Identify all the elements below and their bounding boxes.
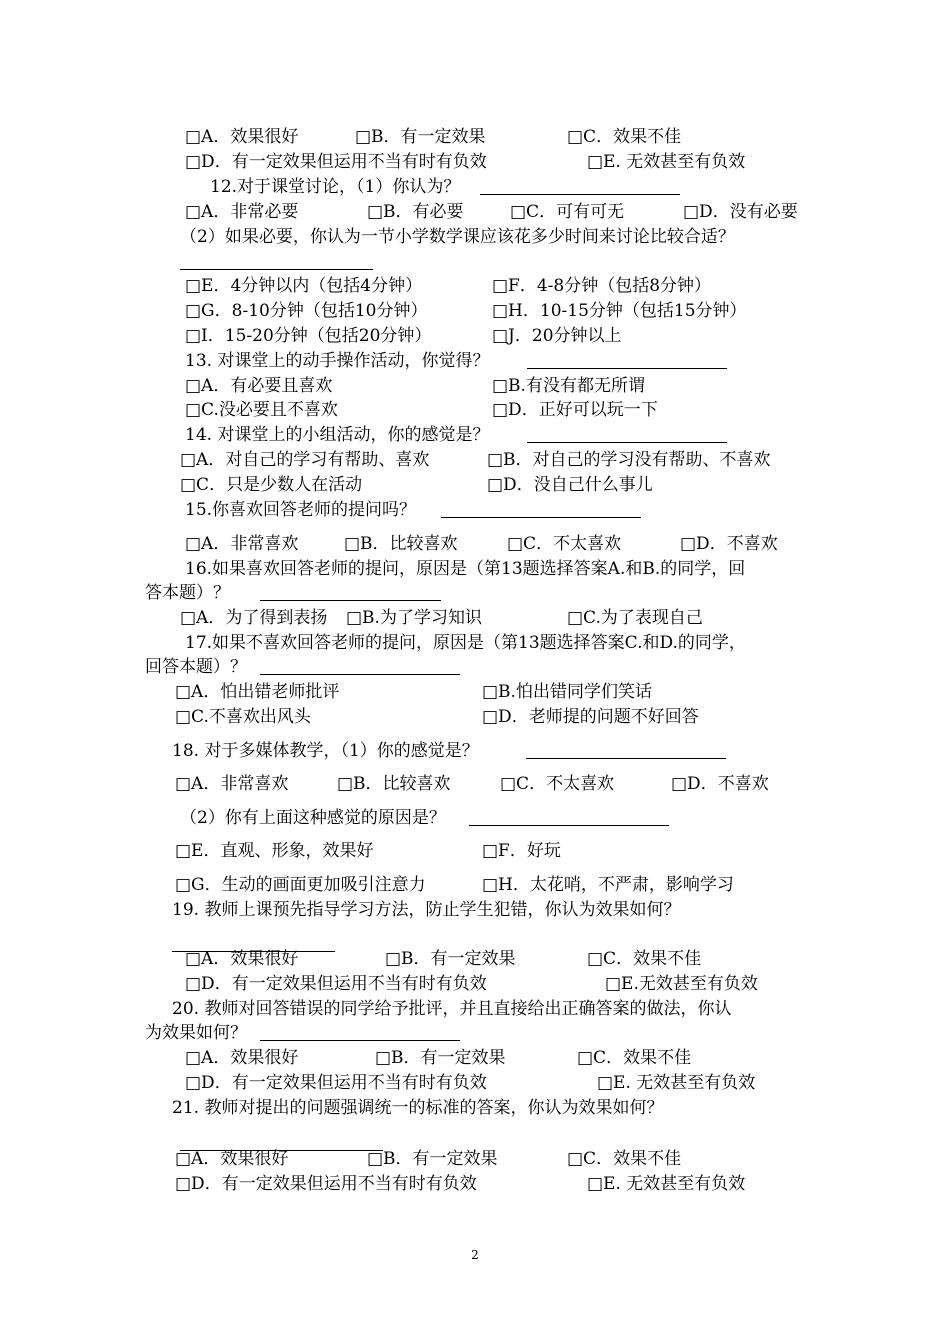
option-checkbox[interactable]: □A．怕出错老师批评 — [175, 682, 340, 702]
option-checkbox[interactable]: □C．效果不佳 — [567, 1149, 682, 1169]
question-text: 15.你喜欢回答老师的提问吗？ — [185, 500, 417, 520]
question-text: 13. 对课堂上的动手操作活动，你觉得？ — [185, 351, 490, 371]
option-checkbox[interactable]: □A．效果很好 — [185, 1048, 299, 1068]
page-number: 2 — [471, 1248, 479, 1262]
question-text: 12.对于课堂讨论，（1）你认为？ — [210, 177, 461, 197]
option-checkbox[interactable]: □B．对自己的学习没有帮助、不喜欢 — [487, 450, 771, 470]
option-checkbox[interactable]: □F．好玩 — [482, 841, 561, 861]
option-checkbox[interactable]: □C.没必要且不喜欢 — [185, 400, 338, 420]
answer-blank-line[interactable] — [180, 252, 373, 270]
answer-blank-line[interactable] — [526, 741, 726, 759]
option-checkbox[interactable]: □A．有必要且喜欢 — [185, 376, 333, 396]
option-checkbox[interactable]: □A．为了得到表扬 — [180, 608, 328, 628]
option-checkbox[interactable]: □E．4分钟以内（包括4分钟） — [185, 276, 423, 296]
option-checkbox[interactable]: □E.无效甚至有负效 — [605, 974, 758, 994]
question-text: 为效果如何？ — [145, 1023, 247, 1043]
option-checkbox[interactable]: □H．10-15分钟（包括15分钟） — [492, 301, 747, 321]
option-checkbox[interactable]: □D．正好可以玩一下 — [492, 400, 658, 420]
question-text: 21. 教师对提出的问题强调统一的标准的答案，你认为效果如何？ — [172, 1098, 664, 1118]
option-checkbox[interactable]: □F．4-8分钟（包括8分钟） — [492, 276, 712, 296]
option-checkbox[interactable]: □B．有一定效果 — [375, 1048, 506, 1068]
option-checkbox[interactable]: □J．20分钟以上 — [492, 326, 622, 346]
option-checkbox[interactable]: □A．非常必要 — [185, 202, 299, 222]
option-checkbox[interactable]: □E. 无效甚至有负效 — [587, 1174, 746, 1194]
option-checkbox[interactable]: □B.有没有都无所谓 — [492, 376, 645, 396]
option-checkbox[interactable]: □E．直观、形象，效果好 — [175, 841, 374, 861]
option-checkbox[interactable]: □E. 无效甚至有负效 — [587, 152, 746, 172]
option-checkbox[interactable]: □A．效果很好 — [185, 127, 299, 147]
option-checkbox[interactable]: □D．老师提的问题不好回答 — [482, 707, 699, 727]
question-text: 14. 对课堂上的小组活动，你的感觉是？ — [185, 425, 490, 445]
option-checkbox[interactable]: □G．生动的画面更加吸引注意力 — [175, 875, 426, 895]
question-text: 16.如果喜欢回答老师的提问，原因是（第13题选择答案A.和B.的同学，回 — [185, 559, 746, 579]
option-checkbox[interactable]: □B．有必要 — [367, 202, 464, 222]
answer-blank-line[interactable] — [441, 500, 641, 518]
option-checkbox[interactable]: □B．有一定效果 — [367, 1149, 498, 1169]
question-text: 19. 教师上课预先指导学习方法，防止学生犯错，你认为效果如何？ — [172, 900, 681, 920]
option-checkbox[interactable]: □B．有一定效果 — [385, 949, 516, 969]
option-checkbox[interactable]: □B.怕出错同学们笑话 — [482, 682, 652, 702]
option-checkbox[interactable]: □B．比较喜欢 — [344, 534, 458, 554]
option-checkbox[interactable]: □C．只是少数人在活动 — [180, 475, 363, 495]
option-checkbox[interactable]: □E. 无效甚至有负效 — [597, 1073, 756, 1093]
answer-blank-line[interactable] — [480, 177, 680, 195]
option-checkbox[interactable]: □B．有一定效果 — [355, 127, 486, 147]
option-checkbox[interactable]: □D．没有必要 — [683, 202, 798, 222]
option-checkbox[interactable]: □A．效果很好 — [185, 949, 299, 969]
question-text: （2）如果必要，你认为一节小学数学课应该花多少时间来讨论比较合适？ — [180, 227, 735, 247]
option-checkbox[interactable]: □C.为了表现自己 — [567, 608, 703, 628]
option-checkbox[interactable]: □B．比较喜欢 — [337, 774, 451, 794]
question-text: 18. 对于多媒体教学，（1）你的感觉是？ — [172, 741, 479, 761]
option-checkbox[interactable]: □G．8-10分钟（包括10分钟） — [185, 301, 428, 321]
option-checkbox[interactable]: □C．效果不佳 — [577, 1048, 692, 1068]
option-checkbox[interactable]: □A．非常喜欢 — [175, 774, 289, 794]
answer-blank-line[interactable] — [260, 583, 441, 601]
question-text: 回答本题）？ — [145, 657, 247, 677]
option-checkbox[interactable]: □C.不喜欢出风头 — [175, 707, 311, 727]
option-checkbox[interactable]: □C．效果不佳 — [587, 949, 702, 969]
option-checkbox[interactable]: □C．可有可无 — [510, 202, 625, 222]
answer-blank-line[interactable] — [527, 351, 727, 369]
question-text: （2）你有上面这种感觉的原因是？ — [180, 808, 446, 828]
option-checkbox[interactable]: □D．不喜欢 — [671, 774, 769, 794]
option-checkbox[interactable]: □A．非常喜欢 — [185, 534, 299, 554]
answer-blank-line[interactable] — [260, 1023, 460, 1041]
question-text: 20. 教师对回答错误的同学给予批评，并且直接给出正确答案的做法，你认 — [172, 999, 732, 1019]
question-text: 答本题）？ — [145, 583, 230, 603]
option-checkbox[interactable]: □D．有一定效果但运用不当有时有负效 — [185, 1073, 487, 1093]
option-checkbox[interactable]: □B.为了学习知识 — [346, 608, 482, 628]
option-checkbox[interactable]: □D．有一定效果但运用不当有时有负效 — [185, 152, 487, 172]
option-checkbox[interactable]: □C．效果不佳 — [567, 127, 682, 147]
option-checkbox[interactable]: □I．15-20分钟（包括20分钟） — [185, 326, 432, 346]
option-checkbox[interactable]: □D．不喜欢 — [680, 534, 778, 554]
option-checkbox[interactable]: □A．效果很好 — [175, 1149, 289, 1169]
question-text: 17.如果不喜欢回答老师的提问，原因是（第13题选择答案C.和D.的同学， — [185, 633, 746, 653]
answer-blank-line[interactable] — [527, 425, 727, 443]
option-checkbox[interactable]: □D．没自己什么事儿 — [487, 475, 653, 495]
answer-blank-line[interactable] — [469, 808, 669, 826]
option-checkbox[interactable]: □A．对自己的学习有帮助、喜欢 — [180, 450, 430, 470]
answer-blank-line[interactable] — [260, 657, 460, 675]
option-checkbox[interactable]: □C．不太喜欢 — [500, 774, 615, 794]
option-checkbox[interactable]: □D．有一定效果但运用不当有时有负效 — [175, 1174, 477, 1194]
option-checkbox[interactable]: □D．有一定效果但运用不当有时有负效 — [185, 974, 487, 994]
option-checkbox[interactable]: □H．太花哨，不严肃，影响学习 — [482, 875, 734, 895]
option-checkbox[interactable]: □C．不太喜欢 — [507, 534, 622, 554]
